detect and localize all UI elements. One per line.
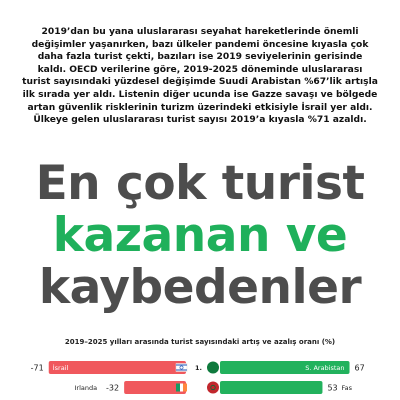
chart-title: 2019–2025 yılları arasında turist sayısındaki artış ve azalış oranı (%) xyxy=(64,338,336,346)
country-label: İsrail xyxy=(52,364,69,372)
flag-ireland xyxy=(183,384,187,392)
flag-ireland xyxy=(176,384,180,392)
rank-label: 1. xyxy=(195,364,202,372)
flag-saudi-arabia xyxy=(207,362,219,374)
value-label: 53 xyxy=(327,383,338,393)
intro-paragraph: 2019’dan bu yana uluslararası seyahat hareketlerinde önemli değişimler yaşanırken, bazı ülkeler pandemi öncesine kıyasla çok daha fazla turist çekti, bazıları ise 2019 seviyelerinin gerisinde kaldı. OECD verilerine göre, 2019-2025 döneminde uluslararası turist sayısındaki yüzdesel değişimde Suudi Arabistan %67’lik artışla ilk sırada yer aldı. Listenin diğer ucunda ise Gazze savaşı ve bölgede artan güvenlik risklerinin turizm üzerindeki etkisiyle İsrail yer aldı. Ülkeye gelen uluslararası turist sayısı 2019’a kıyasla %71 azaldı. xyxy=(22,27,378,126)
value-label: 67 xyxy=(354,363,365,373)
country-label: Irlanda xyxy=(74,384,98,392)
headline-line-3: kaybedenler xyxy=(38,260,362,315)
country-label: Fas xyxy=(341,384,352,392)
flag-israel-stripe xyxy=(176,365,187,366)
flag-ireland xyxy=(180,384,183,392)
flag-israel-stripe xyxy=(176,370,187,371)
bar-loser xyxy=(49,361,186,374)
diverging-bar-chart xyxy=(0,352,400,400)
flag-morocco xyxy=(207,382,219,394)
value-label: -71 xyxy=(30,363,44,373)
country-label: S. Arabistan xyxy=(305,364,345,372)
headline-line-1: En çok turist xyxy=(35,156,365,211)
value-label: -32 xyxy=(106,383,120,393)
bar-winner xyxy=(220,381,322,394)
headline-line-2: kazanan ve xyxy=(52,208,348,263)
